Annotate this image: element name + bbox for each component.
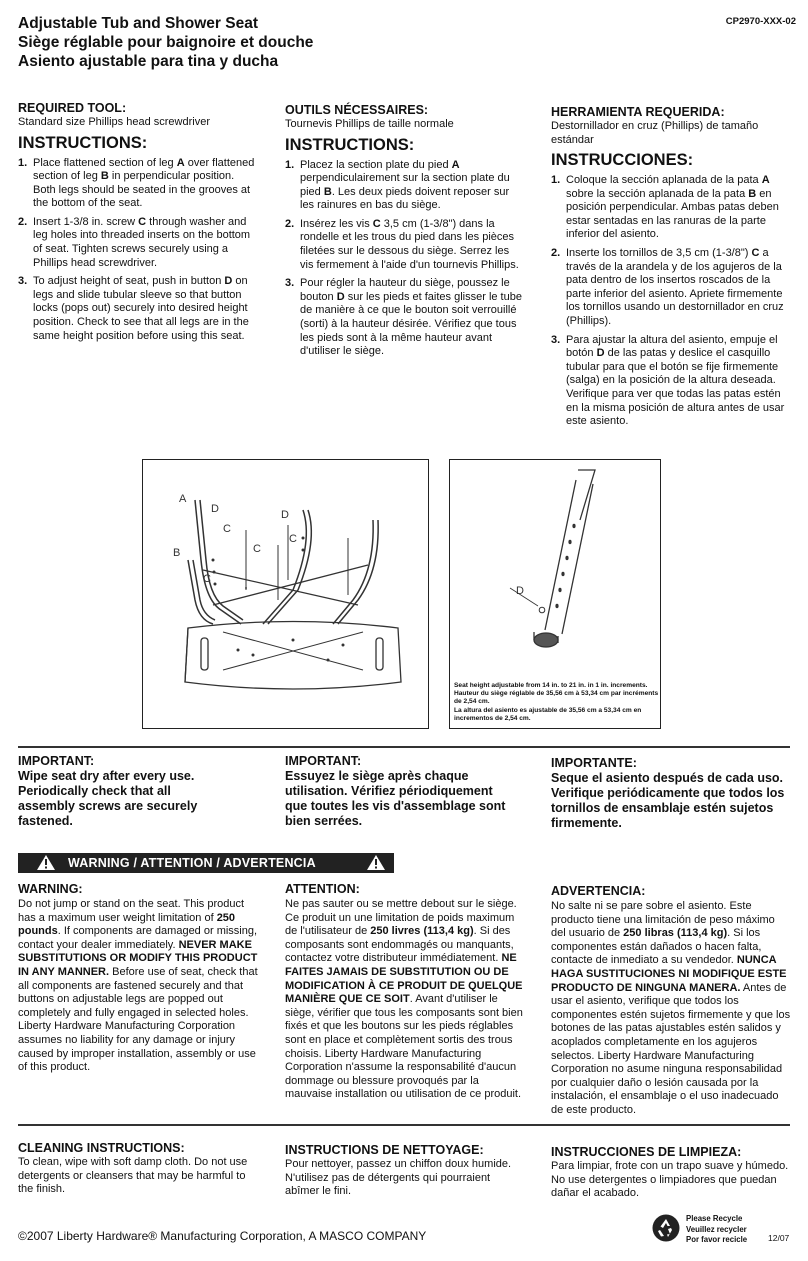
important-en [18, 754, 258, 829]
instructions-heading: INSTRUCCIONES: [551, 151, 694, 169]
cleaning-heading: INSTRUCCIONES DE LIMPIEZA: [551, 1145, 742, 1159]
warning-banner-label: WARNING / ATTENTION / ADVERTENCIA [68, 856, 316, 870]
step-number: 2. [18, 215, 28, 228]
title-en: Adjustable Tub and Shower Seat [18, 15, 258, 32]
cleaning-text: Pour nettoyer, passez un chiffon doux humide. N'utilisez pas de détergents qui pourraient abîmer le fini. [285, 1158, 512, 1198]
step-text: Insert 1-3/8 in. screw C through washer and leg holes into threaded inserts on the bottom of seat. Tighten screws securely using a Phillips head screwdriver. [33, 215, 251, 269]
cleaning-heading: CLEANING INSTRUCTIONS: [18, 1141, 185, 1155]
instruction-step [285, 277, 525, 359]
leg-drawing [450, 460, 659, 660]
warning-triangle-icon [36, 854, 56, 874]
warning-text: No salte ni se pare sobre el asiento. Este producto tiene una limitación de peso máximo del usuario de 250 libras (113,4 kg). Si los componentes están dañados o hacen falta, contacte de inmediato a su vendedor. NUNCA HAGA SUSTITUCIONES NI MODIFIQUE ESTE PRODUCTO DE NINGUNA MANERA. Antes de usar el asiento, verifique que todos los componentes estén sujetos firmemente y que los botones de las patas ajustables estén salidos y acoplados completamente en los agujeros selectos. Liberty Hardware Manufacturing Corporation no asume ninguna responsabilidad por cualquier daño o lesión causada por la instalación, el ensamblaje o el uso inadecuado de este producto. [551, 900, 791, 1116]
required-tool-heading: OUTILS NÉCESSAIRES: [285, 103, 429, 117]
leg-detail-diagram [449, 459, 661, 729]
recycle-icon [652, 1214, 680, 1247]
leg-b [188, 560, 213, 624]
warning-fr [285, 882, 525, 1102]
label-c-4: C [289, 533, 297, 545]
seat-outline [185, 622, 401, 690]
step-number: 3. [285, 277, 295, 290]
step-text: Place flattened section of leg A over flattened section of leg B in perpendicular position. Both legs should be seated in the grooves at the bottom of the seat. [33, 156, 255, 210]
step-text: Para ajustar la altura del asiento, empuje el botón D de las patas y deslice el casquillo tubular para que el botón se fije firmemente (salga) en la posición de la altura deseada. Verifique para ver que todas las patas estén en la misma posición de altura antes de usar este asiento. [566, 333, 785, 428]
cleaning-en [18, 1141, 258, 1197]
warning-heading: ADVERTENCIA: [551, 884, 646, 898]
document-number: CP2970-XXX-02 [725, 16, 796, 27]
instruction-step [18, 216, 258, 270]
required-tool-heading: REQUIRED TOOL: [18, 101, 127, 115]
label-c-2: C [253, 543, 261, 555]
caption-fr: Hauteur du siège réglable de 35,56 cm à 53,34 cm par incréments de 2,54 cm. [454, 690, 659, 706]
button-d [539, 607, 545, 613]
important-heading: IMPORTANTE: [551, 756, 637, 770]
label-d: D [516, 585, 524, 597]
cleaning-heading: INSTRUCTIONS DE NETTOYAGE: [285, 1143, 484, 1157]
step-number: 1. [18, 156, 28, 169]
label-b: B [173, 547, 181, 559]
leader-d [510, 588, 538, 606]
lower-tube [545, 480, 593, 634]
important-fr [285, 754, 525, 829]
step-text: Insérez les vis C 3,5 cm (1-3/8") dans la rondelle et les trous du pied dans les pièces filetées sur le dessous du siège. Serrez les vis fermement à l'aide d'un tournevis Phillips. [300, 217, 519, 271]
warning-en [18, 882, 258, 1075]
title-fr: Siège réglable pour baignoire et douche [18, 34, 314, 51]
important-heading: IMPORTANT: [285, 754, 362, 768]
steps-list [285, 159, 525, 359]
required-tool-text: Destornillador en cruz (Phillips) de tamaño estándar [551, 120, 759, 146]
step-text: To adjust height of seat, push in button D on legs and slide tubular sleeve so that button locks (pops out) securely into desired height position. Check to see that all legs are in the same height position before using this seat. [33, 275, 249, 342]
steps-list [18, 157, 258, 344]
warning-banner [18, 853, 394, 873]
caption-es: La altura del asiento es ajustable de 35,56 cm a 53,34 cm en incrementos de 2,54 cm. [454, 706, 642, 722]
warning-text: Do not jump or stand on the seat. This product has a maximum user weight limitation of 250 pounds. If components are damaged or missing, contact your dealer immediately. NEVER MAKE SUBSTITUTIONS OR MODIFY THIS PRODUCT IN ANY MANNER. Before use of seat, check that all components are fastened securely and that buttons on adjustable legs are popped out completely and fully engaged in selected holes. Liberty Hardware Manufacturing Corporation assumes no liability for any damage or injury caused by improper installation, assembly or use of this product. [18, 898, 258, 1074]
instruction-step [285, 159, 525, 213]
instruction-step [285, 218, 525, 272]
required-tool-heading: HERRAMIENTA REQUERIDA: [551, 105, 725, 119]
instruction-step [18, 275, 258, 343]
steps-list [551, 174, 791, 429]
label-d-right: D [281, 509, 289, 521]
step-number: 3. [18, 275, 28, 288]
warning-text: Ne pas sauter ou se mettre debout sur le siège. Ce produit un une limitation de poids maximum de l'utilisateur de 250 livres (113,4 kg). Si des composants sont endommagés ou manquants, contactez votre distributeur immédiatement. NE FAITES JAMAIS DE SUBSTITUTION OU DE MODIFICATION À CE PRODUIT DE QUELQUE MANIÈRE QUE CE SOIT. Avant d'utiliser le siège, vérifier que tous les composants sont bien fixés et que les boutons sur les pieds réglables sont en place et complètement sortis des trous choisis. Liberty Hardware Manufacturing Corporation n'assume la responsabilité d'aucun dommage ou blessure provoqués par la mauvaise installation ou utilisation de ce produit. [285, 898, 523, 1101]
recycle-text [686, 1214, 747, 1246]
instruction-step [18, 157, 258, 211]
important-text: Seque el asiento después de cada uso. Verifique periódicamente que todos los tornillos de ensamblaje estén sujetos firmemente. [551, 771, 785, 830]
leg-foot [534, 633, 558, 647]
label-a: A [179, 493, 187, 505]
instructions-heading: INSTRUCTIONS: [18, 133, 148, 152]
instruction-step [551, 334, 791, 429]
step-number: 3. [551, 333, 561, 346]
label-c-1: C [223, 523, 231, 535]
document-title [18, 14, 313, 71]
important-heading: IMPORTANT: [18, 754, 95, 768]
instructions-fr [285, 103, 525, 364]
cleaning-es [551, 1145, 791, 1201]
important-es [551, 756, 791, 831]
label-d-left: D [211, 503, 219, 515]
assembly-diagram [142, 459, 429, 729]
instruction-step [551, 174, 791, 242]
step-text: Pour régler la hauteur du siège, poussez le bouton D sur les pieds et faites glisser le tube de manière à ce que le bouton soit verrouillé (sorti) à la hauteur désirée. Vérifiez que tous les pieds sont à la même hauteur avant d'utiliser le siège. [300, 277, 522, 358]
step-text: Coloque la sección aplanada de la pata A sobre la sección aplanada de la pata B en posición perpendicular. Ambas patas deben estar sentadas en las ranuras de la parte inferior del asiento. [566, 174, 779, 241]
divider-cleaning [18, 1124, 790, 1126]
step-number: 2. [285, 217, 295, 230]
height-caption [454, 682, 659, 723]
instruction-step [551, 247, 791, 329]
step-text: Placez la section plate du pied A perpendiculairement sur la section plate du pied B. Les deux pieds doivent reposer sur les rainures en bas du siège. [300, 158, 510, 212]
copyright: ©2007 Liberty Hardware® Manufacturing Corporation, A MASCO COMPANY [18, 1229, 427, 1243]
step-number: 2. [551, 246, 561, 259]
label-c-3: C [203, 573, 211, 585]
step-number: 1. [551, 174, 561, 186]
warning-es [551, 884, 791, 1118]
revision-date: 12/07 [768, 1233, 790, 1243]
warning-heading: ATTENTION: [285, 882, 360, 896]
divider-important [18, 746, 790, 748]
instructions-heading: INSTRUCTIONS: [285, 135, 415, 154]
recycle-es: Por favor recicle [686, 1235, 748, 1244]
important-text: Wipe seat dry after every use. Periodically check that all assembly screws are securely fastened. [18, 769, 198, 828]
seat-slot-right [376, 638, 383, 670]
cleaning-text: Para limpiar, frote con un trapo suave y húmedo. No use detergentes o limpiadores que puedan dañar el acabado. [551, 1160, 789, 1200]
warning-heading: WARNING: [18, 882, 83, 896]
warning-triangle-icon [366, 854, 386, 874]
recycle-en: Please Recycle [686, 1214, 743, 1223]
cleaning-text: To clean, wipe with soft damp cloth. Do not use detergents or cleansers that may be harmful to the finish. [18, 1156, 248, 1196]
instructions-es [551, 105, 791, 434]
required-tool-text: Tournevis Phillips de taille normale [285, 118, 454, 130]
assembly-drawing [143, 460, 427, 727]
caption-en: Seat height adjustable from 14 in. to 21 in. in 1 in. increments. [454, 681, 648, 689]
step-text: Inserte los tornillos de 3,5 cm (1-3/8") C a través de la arandela y de los agujeros de la pata dentro de los insertos roscados de la parte inferior del asiento. Apriete firmemente los tornillos usando un destornillador en cruz (Phillips). [566, 246, 784, 327]
seat-slot-left [201, 638, 208, 670]
important-text: Essuyez le siège après chaque utilisation. Vérifiez périodiquement que toutes les vis d'assemblage sont bien serrées. [285, 769, 506, 828]
cleaning-fr [285, 1143, 525, 1199]
recycle-fr: Veuillez recycler [686, 1224, 747, 1234]
required-tool-text: Standard size Phillips head screwdriver [18, 116, 210, 128]
instructions-en [18, 101, 258, 348]
step-number: 1. [285, 158, 295, 171]
title-es: Asiento ajustable para tina y ducha [18, 53, 279, 70]
